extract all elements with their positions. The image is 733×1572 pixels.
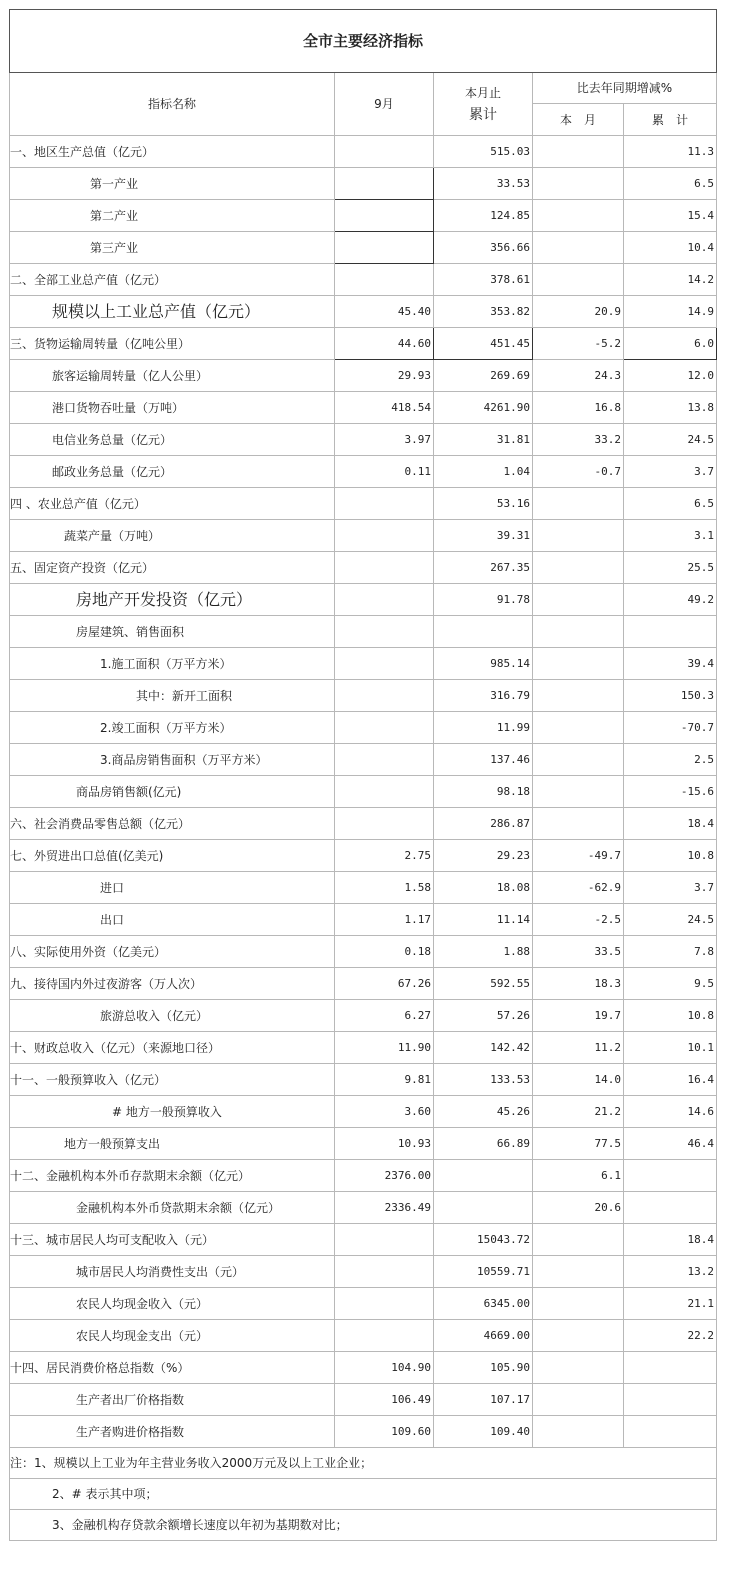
- table-row: [10, 1192, 717, 1224]
- month-value: [335, 808, 434, 840]
- change-ytd-value: [624, 1416, 717, 1448]
- change-month-value: -49.7: [533, 840, 624, 872]
- change-month-value: [533, 712, 624, 744]
- change-ytd-value: 24.5: [624, 904, 717, 936]
- month-value: 2336.49: [335, 1192, 434, 1224]
- indicator-name: 3.商品房销售面积（万平方米）: [10, 744, 335, 776]
- table-row: [10, 456, 717, 488]
- table-title: 全市主要经济指标: [10, 10, 717, 73]
- change-ytd-value: 6.5: [624, 168, 717, 200]
- change-month-value: 33.5: [533, 936, 624, 968]
- table-row: [10, 1160, 717, 1192]
- indicator-name: 第三产业: [10, 232, 335, 264]
- ytd-value: 91.78: [434, 584, 533, 616]
- ytd-value: 142.42: [434, 1032, 533, 1064]
- change-month-value: 20.9: [533, 296, 624, 328]
- ytd-value: 15043.72: [434, 1224, 533, 1256]
- indicator-name: 十、财政总收入（亿元）（来源地口径）: [10, 1032, 335, 1064]
- ytd-value: 515.03: [434, 136, 533, 168]
- month-value: [335, 584, 434, 616]
- ytd-value: 451.45: [434, 328, 533, 360]
- change-ytd-value: 16.4: [624, 1064, 717, 1096]
- ytd-value: 11.99: [434, 712, 533, 744]
- ytd-value: [434, 1160, 533, 1192]
- change-ytd-value: 15.4: [624, 200, 717, 232]
- month-value: 0.11: [335, 456, 434, 488]
- change-ytd-value: [624, 1384, 717, 1416]
- month-value: [335, 616, 434, 648]
- change-month-value: -5.2: [533, 328, 624, 360]
- change-month-value: [533, 200, 624, 232]
- change-month-value: [533, 616, 624, 648]
- header-row-1: [10, 73, 717, 104]
- indicator-name: 房屋建筑、销售面积: [10, 616, 335, 648]
- ytd-value: 39.31: [434, 520, 533, 552]
- ytd-value: [434, 1192, 533, 1224]
- table-row: [10, 712, 717, 744]
- month-value: 109.60: [335, 1416, 434, 1448]
- change-month-value: [533, 232, 624, 264]
- indicator-name: 四 、农业总产值（亿元）: [10, 488, 335, 520]
- indicator-name: 旅客运输周转量（亿人公里）: [10, 360, 335, 392]
- indicator-name: 1.施工面积（万平方米）: [10, 648, 335, 680]
- month-value: [335, 1256, 434, 1288]
- table-row: [10, 1096, 717, 1128]
- change-month-value: [533, 520, 624, 552]
- change-ytd-value: 18.4: [624, 808, 717, 840]
- change-ytd-value: 18.4: [624, 1224, 717, 1256]
- ytd-value: 105.90: [434, 1352, 533, 1384]
- change-ytd-value: 6.5: [624, 488, 717, 520]
- change-month-value: 14.0: [533, 1064, 624, 1096]
- table-row: [10, 1064, 717, 1096]
- ytd-value: 137.46: [434, 744, 533, 776]
- change-month-value: [533, 552, 624, 584]
- month-value: 1.17: [335, 904, 434, 936]
- table-row: [10, 904, 717, 936]
- change-month-value: [533, 648, 624, 680]
- change-month-value: 11.2: [533, 1032, 624, 1064]
- table-row: [10, 872, 717, 904]
- month-value: 104.90: [335, 1352, 434, 1384]
- ytd-value: 66.89: [434, 1128, 533, 1160]
- change-ytd-value: 24.5: [624, 424, 717, 456]
- ytd-value: 45.26: [434, 1096, 533, 1128]
- change-ytd-value: 11.3: [624, 136, 717, 168]
- change-month-value: 77.5: [533, 1128, 624, 1160]
- indicator-name: 十四、居民消费价格总指数（%）: [10, 1352, 335, 1384]
- indicator-table: [9, 9, 717, 1541]
- month-value: 6.27: [335, 1000, 434, 1032]
- header-ytd-line2: 累计: [469, 107, 497, 123]
- table-row: [10, 1416, 717, 1448]
- change-ytd-value: 46.4: [624, 1128, 717, 1160]
- ytd-value: 109.40: [434, 1416, 533, 1448]
- table-row: [10, 936, 717, 968]
- month-value: [335, 168, 434, 200]
- change-ytd-value: 10.8: [624, 840, 717, 872]
- table-row: [10, 552, 717, 584]
- month-value: [335, 776, 434, 808]
- indicator-name: 五、固定资产投资（亿元）: [10, 552, 335, 584]
- indicator-name: 第一产业: [10, 168, 335, 200]
- change-ytd-value: 150.3: [624, 680, 717, 712]
- ytd-value: 356.66: [434, 232, 533, 264]
- change-ytd-value: [624, 616, 717, 648]
- indicator-name: 八、实际使用外资（亿美元）: [10, 936, 335, 968]
- change-month-value: -62.9: [533, 872, 624, 904]
- change-ytd-value: [624, 1160, 717, 1192]
- change-ytd-value: 7.8: [624, 936, 717, 968]
- change-ytd-value: 10.8: [624, 1000, 717, 1032]
- change-month-value: [533, 264, 624, 296]
- indicator-name: 九、接待国内外过夜游客（万人次）: [10, 968, 335, 1000]
- table-body: [10, 10, 717, 1541]
- header-ytd-line1: 本月止: [464, 86, 501, 100]
- indicator-name: 三、货物运输周转量（亿吨公里）: [10, 328, 335, 360]
- month-value: [335, 200, 434, 232]
- ytd-value: [434, 616, 533, 648]
- month-value: [335, 1320, 434, 1352]
- ytd-value: 11.14: [434, 904, 533, 936]
- change-ytd-value: 3.7: [624, 456, 717, 488]
- change-ytd-value: 10.4: [624, 232, 717, 264]
- table-row: [10, 328, 717, 360]
- change-month-value: [533, 1352, 624, 1384]
- ytd-value: 1.88: [434, 936, 533, 968]
- table-row: [10, 1320, 717, 1352]
- ytd-value: 269.69: [434, 360, 533, 392]
- table-row: [10, 168, 717, 200]
- ytd-value: 53.16: [434, 488, 533, 520]
- change-month-value: [533, 1224, 624, 1256]
- note-text: 2、# 表示其中项；: [10, 1479, 717, 1510]
- indicator-name: 2.竣工面积（万平方米）: [10, 712, 335, 744]
- month-value: [335, 136, 434, 168]
- change-ytd-value: [624, 1192, 717, 1224]
- indicator-name: 生产者出厂价格指数: [10, 1384, 335, 1416]
- month-value: [335, 552, 434, 584]
- table-row: [10, 1032, 717, 1064]
- change-ytd-value: 14.2: [624, 264, 717, 296]
- table-row: [10, 776, 717, 808]
- month-value: 1.58: [335, 872, 434, 904]
- table-row: [10, 1288, 717, 1320]
- indicator-name: 进口: [10, 872, 335, 904]
- change-ytd-value: 25.5: [624, 552, 717, 584]
- month-value: [335, 648, 434, 680]
- ytd-value: 98.18: [434, 776, 533, 808]
- indicator-name: 邮政业务总量（亿元）: [10, 456, 335, 488]
- table-row: [10, 840, 717, 872]
- header-change-month: 本 月: [533, 104, 624, 136]
- indicator-name: 城市居民人均消费性支出（元）: [10, 1256, 335, 1288]
- change-ytd-value: 39.4: [624, 648, 717, 680]
- change-ytd-value: [624, 1352, 717, 1384]
- change-ytd-value: 3.1: [624, 520, 717, 552]
- change-month-value: 19.7: [533, 1000, 624, 1032]
- month-value: 29.93: [335, 360, 434, 392]
- indicator-name: 六、社会消费品零售总额（亿元）: [10, 808, 335, 840]
- ytd-value: 133.53: [434, 1064, 533, 1096]
- month-value: 106.49: [335, 1384, 434, 1416]
- change-month-value: -0.7: [533, 456, 624, 488]
- change-month-value: -2.5: [533, 904, 624, 936]
- table-row: [10, 680, 717, 712]
- change-ytd-value: 22.2: [624, 1320, 717, 1352]
- table-row: [10, 232, 717, 264]
- indicator-name: 金融机构本外币贷款期末余额（亿元）: [10, 1192, 335, 1224]
- ytd-value: 6345.00: [434, 1288, 533, 1320]
- change-ytd-value: 21.1: [624, 1288, 717, 1320]
- change-month-value: [533, 1288, 624, 1320]
- header-ytd: [434, 73, 533, 136]
- ytd-value: 316.79: [434, 680, 533, 712]
- change-ytd-value: 13.8: [624, 392, 717, 424]
- indicator-table-wrapper: [9, 9, 716, 1541]
- change-ytd-value: 14.6: [624, 1096, 717, 1128]
- indicator-name: 七、外贸进出口总值(亿美元): [10, 840, 335, 872]
- indicator-name: 第二产业: [10, 200, 335, 232]
- change-month-value: [533, 1384, 624, 1416]
- ytd-value: 378.61: [434, 264, 533, 296]
- month-value: 10.93: [335, 1128, 434, 1160]
- change-ytd-value: 6.0: [624, 328, 717, 360]
- change-month-value: [533, 744, 624, 776]
- ytd-value: 985.14: [434, 648, 533, 680]
- indicator-name: 生产者购进价格指数: [10, 1416, 335, 1448]
- ytd-value: 107.17: [434, 1384, 533, 1416]
- month-value: 11.90: [335, 1032, 434, 1064]
- month-value: 44.60: [335, 328, 434, 360]
- change-month-value: [533, 808, 624, 840]
- change-month-value: [533, 776, 624, 808]
- month-value: [335, 712, 434, 744]
- change-ytd-value: 3.7: [624, 872, 717, 904]
- table-row: [10, 1256, 717, 1288]
- note-row: [10, 1448, 717, 1479]
- ytd-value: 592.55: [434, 968, 533, 1000]
- indicator-name: 一、地区生产总值（亿元）: [10, 136, 335, 168]
- change-ytd-value: 12.0: [624, 360, 717, 392]
- change-ytd-value: 2.5: [624, 744, 717, 776]
- header-name: 指标名称: [10, 73, 335, 136]
- change-month-value: 24.3: [533, 360, 624, 392]
- month-value: [335, 232, 434, 264]
- change-ytd-value: 49.2: [624, 584, 717, 616]
- note-row: [10, 1479, 717, 1510]
- change-month-value: [533, 168, 624, 200]
- header-month: 9月: [335, 73, 434, 136]
- title-row: [10, 10, 717, 73]
- indicator-name: 二、全部工业总产值（亿元）: [10, 264, 335, 296]
- change-ytd-value: 13.2: [624, 1256, 717, 1288]
- month-value: 3.60: [335, 1096, 434, 1128]
- table-row: [10, 488, 717, 520]
- table-row: [10, 648, 717, 680]
- table-row: [10, 1384, 717, 1416]
- month-value: [335, 1288, 434, 1320]
- change-ytd-value: 10.1: [624, 1032, 717, 1064]
- change-month-value: [533, 584, 624, 616]
- note-row: [10, 1510, 717, 1541]
- ytd-value: 18.08: [434, 872, 533, 904]
- table-row: [10, 1224, 717, 1256]
- table-row: [10, 584, 717, 616]
- month-value: 2376.00: [335, 1160, 434, 1192]
- change-month-value: [533, 1416, 624, 1448]
- indicator-name: 房地产开发投资（亿元）: [10, 584, 335, 616]
- table-row: [10, 520, 717, 552]
- ytd-value: 353.82: [434, 296, 533, 328]
- ytd-value: 10559.71: [434, 1256, 533, 1288]
- month-value: [335, 680, 434, 712]
- change-month-value: 21.2: [533, 1096, 624, 1128]
- change-month-value: 6.1: [533, 1160, 624, 1192]
- table-row: [10, 616, 717, 648]
- indicator-name: 出口: [10, 904, 335, 936]
- table-row: [10, 1352, 717, 1384]
- month-value: 3.97: [335, 424, 434, 456]
- table-row: [10, 200, 717, 232]
- indicator-name: 电信业务总量（亿元）: [10, 424, 335, 456]
- change-month-value: 20.6: [533, 1192, 624, 1224]
- table-row: [10, 1128, 717, 1160]
- ytd-value: 29.23: [434, 840, 533, 872]
- ytd-value: 4261.90: [434, 392, 533, 424]
- table-row: [10, 1000, 717, 1032]
- change-ytd-value: -70.7: [624, 712, 717, 744]
- ytd-value: 57.26: [434, 1000, 533, 1032]
- indicator-name: 旅游总收入（亿元）: [10, 1000, 335, 1032]
- table-row: [10, 264, 717, 296]
- indicator-name: 港口货物吞吐量（万吨）: [10, 392, 335, 424]
- month-value: [335, 744, 434, 776]
- header-change-ytd: 累 计: [624, 104, 717, 136]
- indicator-name: 商品房销售额(亿元): [10, 776, 335, 808]
- change-month-value: [533, 1320, 624, 1352]
- month-value: 0.18: [335, 936, 434, 968]
- month-value: 45.40: [335, 296, 434, 328]
- indicator-name: # 地方一般预算收入: [10, 1096, 335, 1128]
- indicator-name: 农民人均现金支出（元）: [10, 1320, 335, 1352]
- table-row: [10, 296, 717, 328]
- change-month-value: [533, 680, 624, 712]
- table-row: [10, 424, 717, 456]
- indicator-name: 十一、一般预算收入（亿元）: [10, 1064, 335, 1096]
- ytd-value: 31.81: [434, 424, 533, 456]
- change-month-value: [533, 1256, 624, 1288]
- ytd-value: 267.35: [434, 552, 533, 584]
- indicator-name: 地方一般预算支出: [10, 1128, 335, 1160]
- change-month-value: [533, 136, 624, 168]
- change-month-value: [533, 488, 624, 520]
- month-value: 67.26: [335, 968, 434, 1000]
- table-row: [10, 392, 717, 424]
- change-month-value: 16.8: [533, 392, 624, 424]
- ytd-value: 1.04: [434, 456, 533, 488]
- indicator-name: 农民人均现金收入（元）: [10, 1288, 335, 1320]
- ytd-value: 286.87: [434, 808, 533, 840]
- note-text: 注：1、规模以上工业为年主营业务收入2000万元及以上工业企业；: [10, 1448, 717, 1479]
- ytd-value: 124.85: [434, 200, 533, 232]
- table-row: [10, 136, 717, 168]
- table-row: [10, 968, 717, 1000]
- ytd-value: 4669.00: [434, 1320, 533, 1352]
- indicator-name: 十二、金融机构本外币存款期末余额（亿元）: [10, 1160, 335, 1192]
- change-month-value: 33.2: [533, 424, 624, 456]
- table-row: [10, 808, 717, 840]
- month-value: [335, 1224, 434, 1256]
- change-ytd-value: 14.9: [624, 296, 717, 328]
- change-ytd-value: -15.6: [624, 776, 717, 808]
- table-row: [10, 360, 717, 392]
- indicator-name: 其中：新开工面积: [10, 680, 335, 712]
- indicator-name: 蔬菜产量（万吨）: [10, 520, 335, 552]
- month-value: 418.54: [335, 392, 434, 424]
- change-month-value: 18.3: [533, 968, 624, 1000]
- indicator-name: 规模以上工业总产值（亿元）: [10, 296, 335, 328]
- ytd-value: 33.53: [434, 168, 533, 200]
- month-value: [335, 488, 434, 520]
- note-text: 3、金融机构存贷款余额增长速度以年初为基期数对比；: [10, 1510, 717, 1541]
- header-change: 比去年同期增减%: [533, 73, 717, 104]
- month-value: 2.75: [335, 840, 434, 872]
- indicator-name: 十三、城市居民人均可支配收入（元）: [10, 1224, 335, 1256]
- month-value: 9.81: [335, 1064, 434, 1096]
- month-value: [335, 520, 434, 552]
- month-value: [335, 264, 434, 296]
- change-ytd-value: 9.5: [624, 968, 717, 1000]
- table-row: [10, 744, 717, 776]
